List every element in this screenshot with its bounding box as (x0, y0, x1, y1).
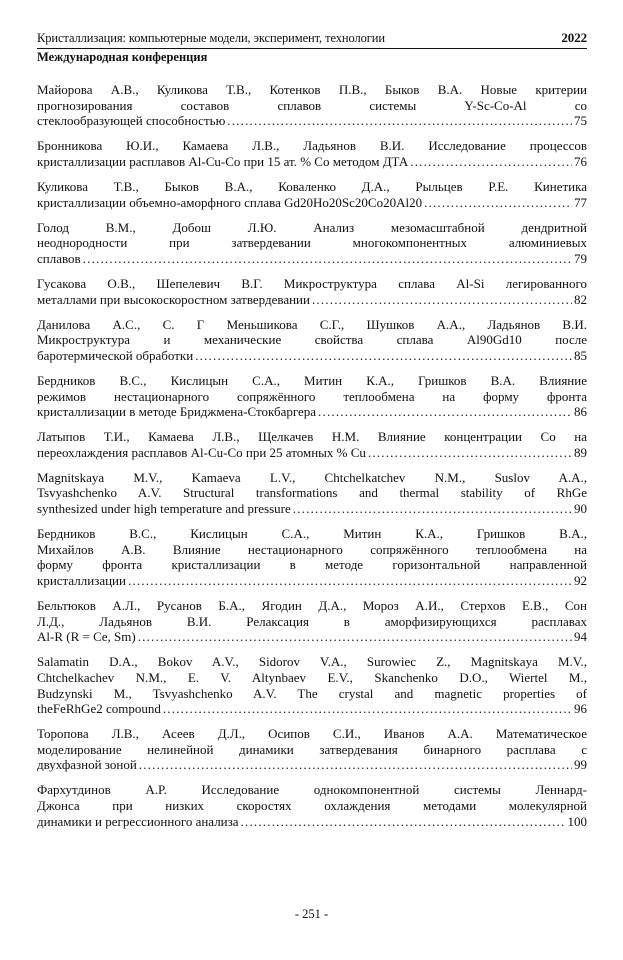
toc-entry-last-line (37, 501, 587, 517)
toc-page-number: 86 (574, 404, 587, 420)
toc-entry-text: металлами при высокоскоростном затвердевании (37, 291, 310, 307)
toc-entry-text: кристаллизации в методе Бриджмена-Стокбаргера (37, 404, 317, 420)
toc-entry-last-line (37, 251, 587, 267)
toc-entry-line: форму фронта кристаллизации в методе горизонтальной направленной (37, 557, 587, 573)
toc-entry-text: сплавов (37, 250, 81, 266)
toc-entry-line: прогнозирования составов сплавов системы Y-Sc-Co-Al со (37, 97, 587, 113)
toc-entry-line: Михайлов А.В. Влияние нестационарного сопряжённого теплообмена на (37, 541, 587, 557)
toc-page-number: 85 (574, 347, 587, 363)
dot-leader (195, 348, 572, 364)
dot-leader (138, 629, 572, 645)
toc-entry-line: неоднородности при затвердевании многокомпонентных алюминиевых (37, 235, 587, 251)
toc-entry-text: кристаллизации объемно-аморфного сплава Gd20Ho20Sc20Co20Al20 (37, 194, 423, 210)
toc-entry-line: Торопова Л.В., Асеев Д.Л., Осипов С.И., Иванов А.А. Математическое (37, 726, 587, 742)
toc-entry-line: Magnitskaya M.V., Kamaeva L.V., Chtchelkatchev N.M., Suslov A.A., (37, 469, 587, 485)
toc-entry (37, 220, 587, 267)
toc-page-number: 90 (574, 501, 587, 517)
toc-page-number: 82 (574, 291, 587, 307)
toc-entry-last-line (37, 757, 587, 773)
dot-leader (128, 573, 572, 589)
toc-entry-last-line (37, 573, 587, 589)
page-number: - 251 - (294, 907, 329, 921)
toc-entry-line: Микроструктура и механические свойства сплава Al90Gd10 после (37, 332, 587, 348)
toc-entry-line: моделирование нелинейной динамики затвердевания бинарного расплава с (37, 741, 587, 757)
header-year: 2022 (561, 30, 587, 45)
toc-entry-line: режимов нестационарного сопряжённого теплообмена на форму фронта (37, 388, 587, 404)
header-title: Кристаллизация: компьютерные модели, эксперимент, технологии (37, 31, 385, 45)
toc-entry-text: theFeRhGe2 compound (37, 701, 161, 717)
toc-entry (37, 470, 587, 517)
toc-entry-line: Salamatin D.A., Bokov A.V., Sidorov V.A., Surowiec Z., Magnitskaya M.V., (37, 654, 587, 670)
toc-entry-last-line (37, 629, 587, 645)
toc-entry-text: Al-R (R = Ce, Sm) (37, 629, 136, 645)
toc-entry (37, 598, 587, 645)
toc-page-number: 79 (574, 250, 587, 266)
toc-entry-line: Латыпов Т.И., Камаева Л.В., Щелкачев Н.М. Влияние концентрации Co на (37, 429, 587, 445)
toc-entry-last-line (37, 154, 587, 170)
toc-entry-last-line (37, 701, 587, 717)
header-subtitle: Международная конференция (37, 50, 208, 64)
table-of-contents (37, 82, 587, 839)
toc-entry (37, 429, 587, 460)
dot-leader (241, 814, 566, 830)
toc-entry-line: Голод В.М., Добош Л.Ю. Анализ мезомасштабной дендритной (37, 219, 587, 235)
dot-leader (227, 113, 572, 129)
toc-entry-text: динамики и регрессионного анализа (37, 813, 239, 829)
toc-entry (37, 179, 587, 210)
toc-entry-last-line (37, 445, 587, 461)
toc-entry (37, 782, 587, 829)
toc-entry-last-line (37, 814, 587, 830)
dot-leader (163, 701, 572, 717)
toc-entry (37, 317, 587, 364)
toc-page-number: 99 (574, 757, 587, 773)
dot-leader (410, 154, 572, 170)
toc-entry-last-line (37, 113, 587, 129)
dot-leader (318, 404, 572, 420)
toc-page-number: 77 (574, 194, 587, 210)
toc-entry-line: Бердников В.С., Кислицын С.А., Митин К.А., Гришков В.А. Влияние (37, 372, 587, 388)
toc-entry-text: synthesized under high temperature and pressure (37, 501, 291, 517)
toc-entry-line: Фархутдинов А.Р. Исследование однокомпонентной системы Леннард- (37, 782, 587, 798)
toc-entry-line: Гусакова О.В., Шепелевич В.Г. Микроструктура сплава Al-Si легированного (37, 275, 587, 291)
toc-entry-text: стеклообразующей способностью (37, 113, 226, 129)
toc-entry (37, 654, 587, 716)
dot-leader (368, 445, 572, 461)
toc-entry (37, 526, 587, 588)
toc-entry-line: Chtchelkachev N.M., E. V. Altynbaev E.V., Skanchenko D.O., Wiertel M., (37, 669, 587, 685)
toc-entry-last-line (37, 404, 587, 420)
toc-page-number: 89 (574, 444, 587, 460)
toc-entry-text: двухфазной зоной (37, 757, 137, 773)
toc-entry-line: Бердников В.С., Кислицын С.А., Митин К.А., Гришков В.А., (37, 526, 587, 542)
dot-leader (424, 195, 572, 211)
toc-entry-text: кристаллизации расплавов Al-Cu-Co при 15 ат. % Co методом ДТА (37, 153, 409, 169)
toc-page-number: 94 (574, 629, 587, 645)
toc-entry-line: Бронникова Ю.И., Камаева Л.В., Ладьянов В.И. Исследование процессов (37, 138, 587, 154)
toc-page-number: 92 (574, 572, 587, 588)
toc-entry (37, 373, 587, 420)
dot-leader (293, 501, 572, 517)
running-header (37, 30, 587, 65)
toc-page-number: 96 (574, 701, 587, 717)
toc-entry-line: Майорова А.В., Куликова Т.В., Котенков П.В., Быков В.А. Новые критерии (37, 82, 587, 97)
toc-entry-text: переохлаждения расплавов Al-Cu-Co при 25 атомных % Cu (37, 444, 366, 460)
toc-entry-last-line (37, 348, 587, 364)
toc-entry-line: Л.Д., Ладьянов В.И. Релаксация в аморфизирующихся расплавах (37, 613, 587, 629)
dot-leader (312, 292, 572, 308)
toc-entry (37, 276, 587, 307)
toc-entry (37, 726, 587, 773)
toc-entry-text: кристаллизации (37, 572, 126, 588)
toc-page-number: 100 (567, 813, 587, 829)
dot-leader (139, 757, 572, 773)
toc-entry-line: Куликова Т.В., Быков В.А., Коваленко Д.А., Рыльцев Р.Е. Кинетика (37, 178, 587, 194)
toc-entry-line: Бельтюков А.Л., Русанов Б.А., Ягодин Д.А., Мороз А.И., Стерхов Е.В., Сон (37, 598, 587, 614)
toc-entry-line: Tsvyashchenko A.V. Structural transformations and thermal stability of RhGe (37, 485, 587, 501)
toc-entry (37, 82, 587, 129)
toc-entry (37, 138, 587, 169)
toc-entry-line: Джонса при низких скоростях охлаждения методами молекулярной (37, 798, 587, 814)
toc-entry-text: баротермической обработки (37, 347, 194, 363)
toc-page-number: 76 (574, 153, 587, 169)
header-divider (37, 48, 587, 49)
toc-entry-last-line (37, 195, 587, 211)
dot-leader (83, 251, 572, 267)
toc-entry-line: Budzynski M., Tsvyashchenko A.V. The crystal and magnetic properties of (37, 685, 587, 701)
toc-entry-line: Данилова А.С., С. Г Меньшикова С.Г., Шушков А.А., Ладьянов В.И. (37, 316, 587, 332)
toc-entry-last-line (37, 292, 587, 308)
header-row (37, 30, 587, 46)
toc-page-number: 75 (574, 113, 587, 129)
